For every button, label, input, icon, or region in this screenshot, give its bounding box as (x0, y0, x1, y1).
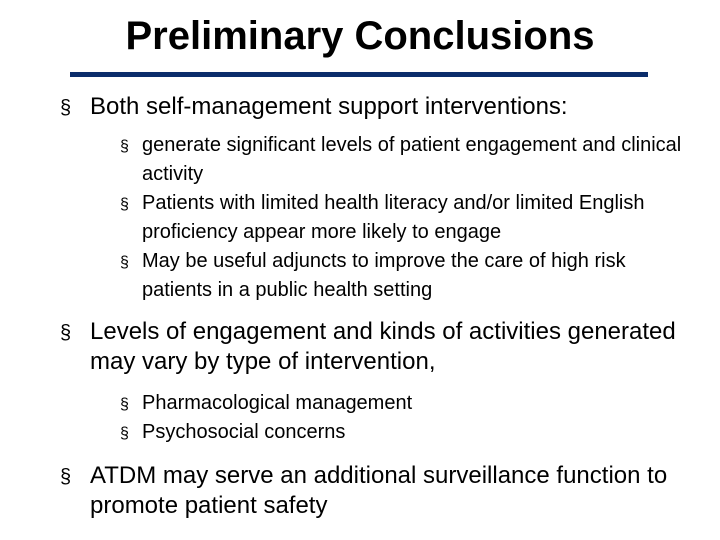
sub-bullet-2-1 (120, 389, 700, 418)
sub-bullet-1-2-text: Patients with limited health literacy and/or limited English proficiency appear more likely to engage (142, 192, 645, 243)
sub-bullet-1-1-text: generate significant levels of patient engagement and clinical activity (142, 134, 682, 185)
bullet-3-text: ATDM may serve an additional surveillance function to promote patient safety (90, 462, 668, 519)
title-underline (70, 72, 648, 77)
sub-bullet-2-1-text: Pharmacological management (142, 392, 413, 414)
sub-bullet-2-2 (120, 418, 700, 447)
bullet-2 (60, 317, 700, 447)
bullet-1-sublist (90, 131, 700, 305)
sub-bullet-1-3-text: May be useful adjuncts to improve the care of high risk patients in a public health setting (142, 250, 626, 301)
sub-bullet-marker-icon: § (120, 425, 129, 442)
bullet-3 (60, 461, 700, 521)
bullet-marker-icon: § (60, 97, 72, 119)
sub-bullet-marker-icon: § (120, 254, 129, 271)
slide-title: Preliminary Conclusions (125, 14, 595, 58)
sub-bullet-1-1 (120, 131, 700, 189)
bullet-2-text: Levels of engagement and kinds of activities generated may vary by type of intervention, (90, 318, 676, 375)
sub-bullet-2-2-text: Psychosocial concerns (142, 421, 346, 443)
bullet-1 (60, 92, 700, 305)
bullet-marker-icon: § (60, 466, 72, 488)
sub-bullet-marker-icon: § (120, 196, 129, 213)
sub-bullet-1-3 (120, 247, 700, 305)
sub-bullet-1-2 (120, 189, 700, 247)
bullet-1-text: Both self-management support interventions: (90, 93, 568, 120)
sub-bullet-marker-icon: § (120, 396, 129, 413)
sub-bullet-marker-icon: § (120, 138, 129, 155)
bullet-2-sublist (90, 389, 700, 447)
bullet-marker-icon: § (60, 322, 72, 344)
bullet-list (60, 92, 700, 521)
